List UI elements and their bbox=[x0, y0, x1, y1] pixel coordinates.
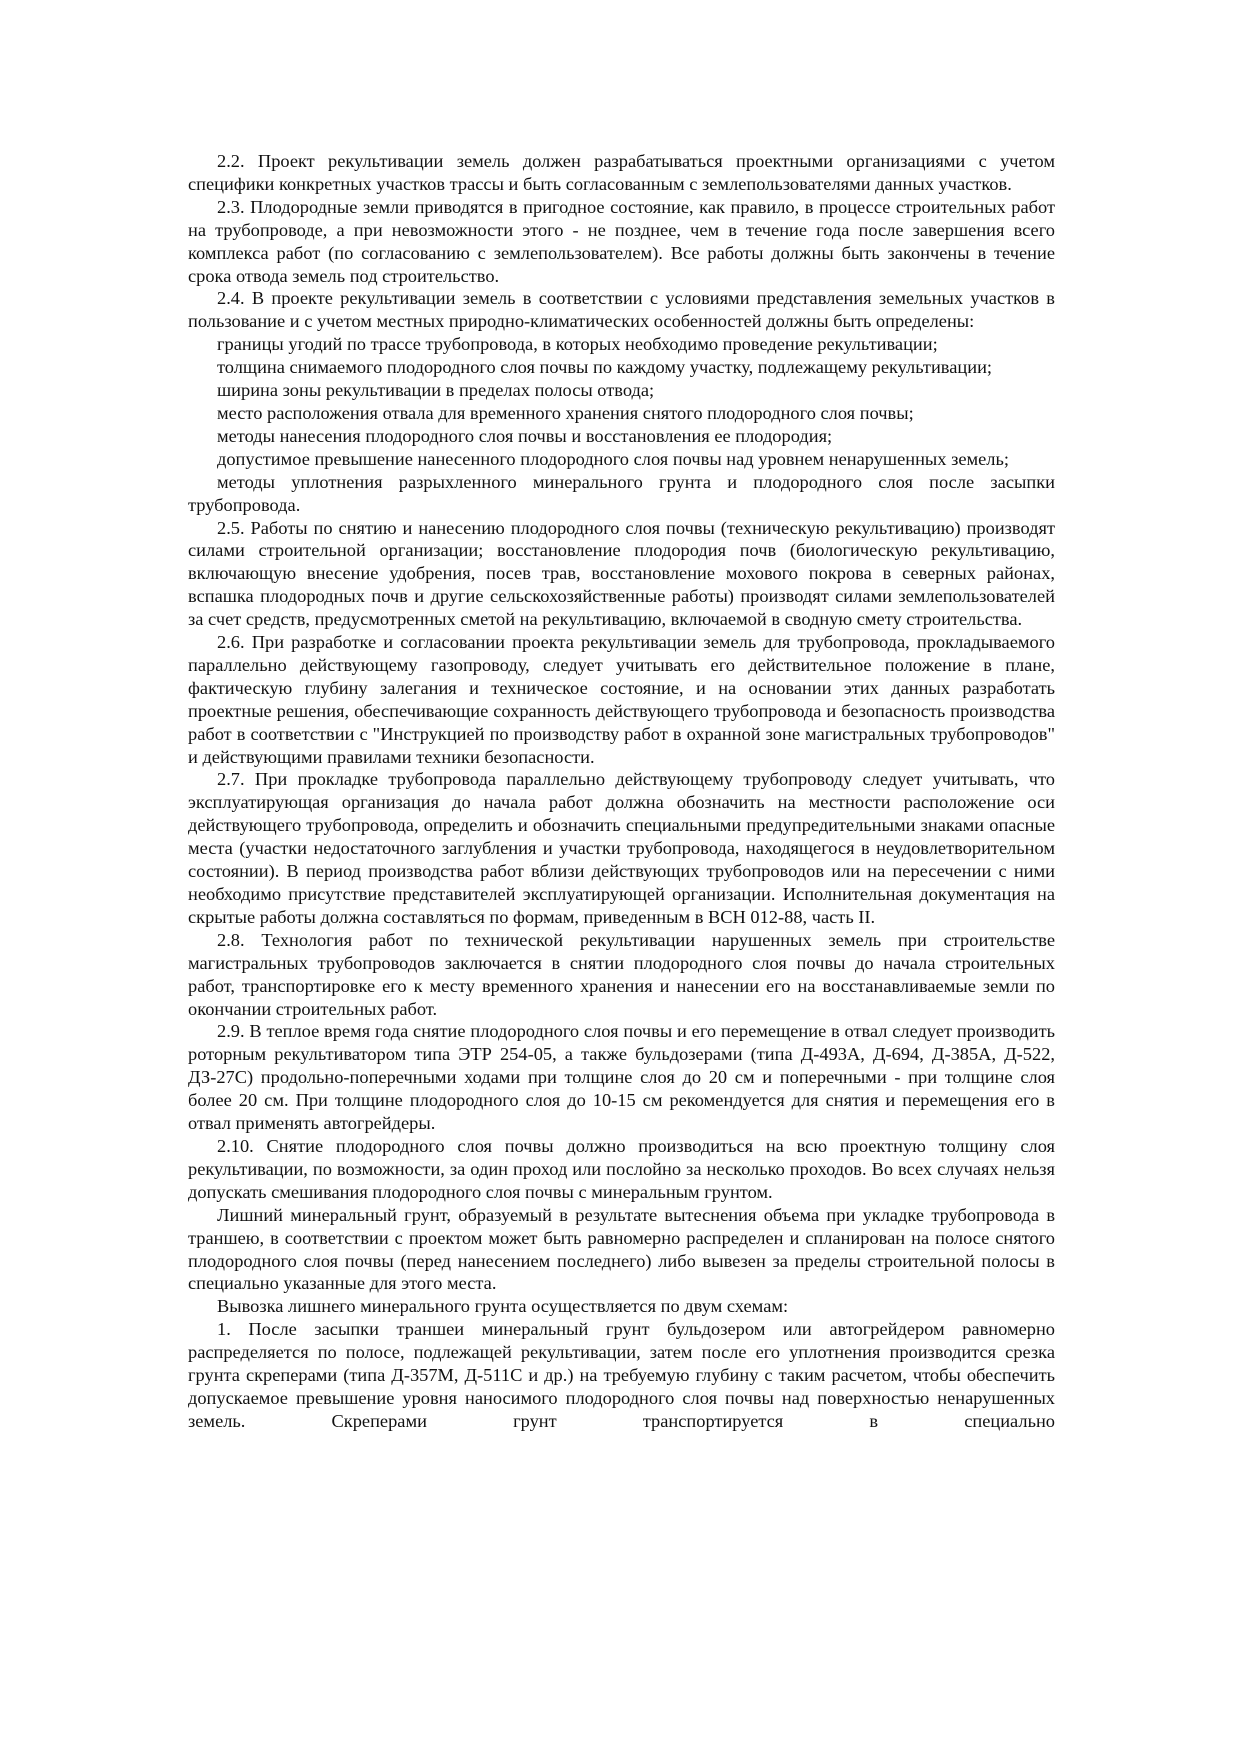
paragraph-removal-schemes: Вывозка лишнего минерального грунта осуществляется по двум схемам: bbox=[217, 1296, 789, 1317]
list-item-allowed-excess: допустимое превышение нанесенного плодородного слоя почвы над уровнем ненарушенных земель; bbox=[217, 448, 1009, 469]
list-item-application-methods: методы нанесения плодородного слоя почвы и восстановления ее плодородия; bbox=[217, 425, 833, 446]
list-item-zone-width: ширина зоны рекультивации в пределах полосы отвода; bbox=[217, 380, 655, 401]
paragraph-scheme-1: 1. После засыпки траншеи минеральный грунт бульдозером или автогрейдером равномерно распределяется по полосе, подлежащей рекультивации, затем после его уплотнения производится срезка грунта скреперами (типа Д-357М, Д-511С и др.) на требуемую глубину с таким расчетом, чтобы обеспечить допускаемое превышение уровня наносимого плодородного слоя почвы над поверхностью ненарушенных земель. Скреперами грунт транспортируется в специально bbox=[188, 1319, 1055, 1431]
list-item-dump-location: место расположения отвала для временного хранения снятого плодородного слоя почвы; bbox=[217, 402, 914, 423]
list-item-thickness: толщина снимаемого плодородного слоя почвы по каждому участку, подлежащему рекультивации; bbox=[217, 357, 993, 378]
list-item-boundaries: границы угодий по трассе трубопровода, в которых необходимо проведение рекультивации; bbox=[217, 334, 938, 355]
paragraph-excess-soil: Лишний минеральный грунт, образуемый в результате вытеснения объема при укладке трубопровода в траншею, в соответствии с проектом может быть равномерно распределен и спланирован на полосе снятого плодородного слоя почвы (перед нанесением последнего) либо вывезен за пределы строительной полосы в специально указанные для этого места. bbox=[188, 1204, 1055, 1294]
paragraph-2-7: 2.7. При прокладке трубопровода параллельно действующему трубопроводу следует учитывать, что эксплуатирующая организация до начала работ должна обозначить на местности расположение оси действующего трубопровода, определить и обозначить специальными предупредительными знаками опасные места (участки недостаточного заглубления и участки трубопровода, находящегося в неудовлетворительном состоянии). В период производства работ вблизи действующих трубопроводов или на пересечении с ними необходимо присутствие представителей эксплуатирующей организации. Исполнительная документация на скрытые работы должна составляться по формам, приведенным в ВСН 012-88, часть II. bbox=[188, 769, 1055, 927]
document-page bbox=[188, 150, 1055, 1433]
paragraph-2-5: 2.5. Работы по снятию и нанесению плодородного слоя почвы (техническую рекультивацию) производят силами строительной организации; восстановление плодородия почв (биологическую рекультивацию, включающую внесение удобрения, посев трав, восстановление мохового покрова в северных районах, вспашка плодородных почв и другие сельскохозяйственные работы) производят силами землепользователей за счет средств, предусмотренных сметой на рекультивацию, включаемой в сводную смету строительства. bbox=[188, 517, 1055, 630]
paragraph-2-10: 2.10. Снятие плодородного слоя почвы должно производиться на всю проектную толщину слоя рекультивации, по возможности, за один проход или послойно за несколько проходов. Во всех случаях нельзя допускать смешивания плодородного слоя почвы с минеральным грунтом. bbox=[188, 1135, 1055, 1202]
paragraph-2-4: 2.4. В проекте рекультивации земель в соответствии с условиями представления земельных участков в пользование и с учетом местных природно-климатических особенностей должны быть определены: bbox=[188, 288, 1055, 332]
paragraph-2-3: 2.3. Плодородные земли приводятся в пригодное состояние, как правило, в процессе строительных работ на трубопроводе, а при невозможности этого - не позднее, чем в течение года после завершения всего комплекса работ (по согласованию с землепользователем). Все работы должны быть закончены в течение срока отвода земель под строительство. bbox=[188, 196, 1055, 286]
paragraph-2-8: 2.8. Технология работ по технической рекультивации нарушенных земель при строительстве магистральных трубопроводов заключается в снятии плодородного слоя почвы до начала строительных работ, транспортировке его к месту временного хранения и нанесении его на восстанавливаемые земли по окончании строительных работ. bbox=[188, 929, 1055, 1019]
paragraph-2-9: 2.9. В теплое время года снятие плодородного слоя почвы и его перемещение в отвал следует производить роторным рекультиватором типа ЭТР 254-05, а также бульдозерами (типа Д-493А, Д-694, Д-385А, Д-522, ДЗ-27С) продольно-поперечными ходами при толщине слоя до 20 см и поперечными - при толщине слоя более 20 см. При толщине плодородного слоя до 10-15 см рекомендуется для снятия и перемещения его в отвал применять автогрейдеры. bbox=[188, 1021, 1055, 1134]
paragraph-2-6: 2.6. При разработке и согласовании проекта рекультивации земель для трубопровода, прокладываемого параллельно действующему газопроводу, следует учитывать его действительное положение в плане, фактическую глубину залегания и техническое состояние, и на основании этих данных разработать проектные решения, обеспечивающие сохранность действующего трубопровода и безопасность производства работ в соответствии с "Инструкцией по производству работ в охранной зоне магистральных трубопроводов" и действующими правилами техники безопасности. bbox=[188, 632, 1055, 767]
paragraph-2-2: 2.2. Проект рекультивации земель должен разрабатываться проектными организациями с учетом специфики конкретных участков трассы и быть согласованным с землепользователями данных участков. bbox=[188, 151, 1055, 194]
list-item-compaction-methods: методы уплотнения разрыхленного минерального грунта и плодородного слоя после засыпки трубопровода. bbox=[188, 471, 1055, 515]
